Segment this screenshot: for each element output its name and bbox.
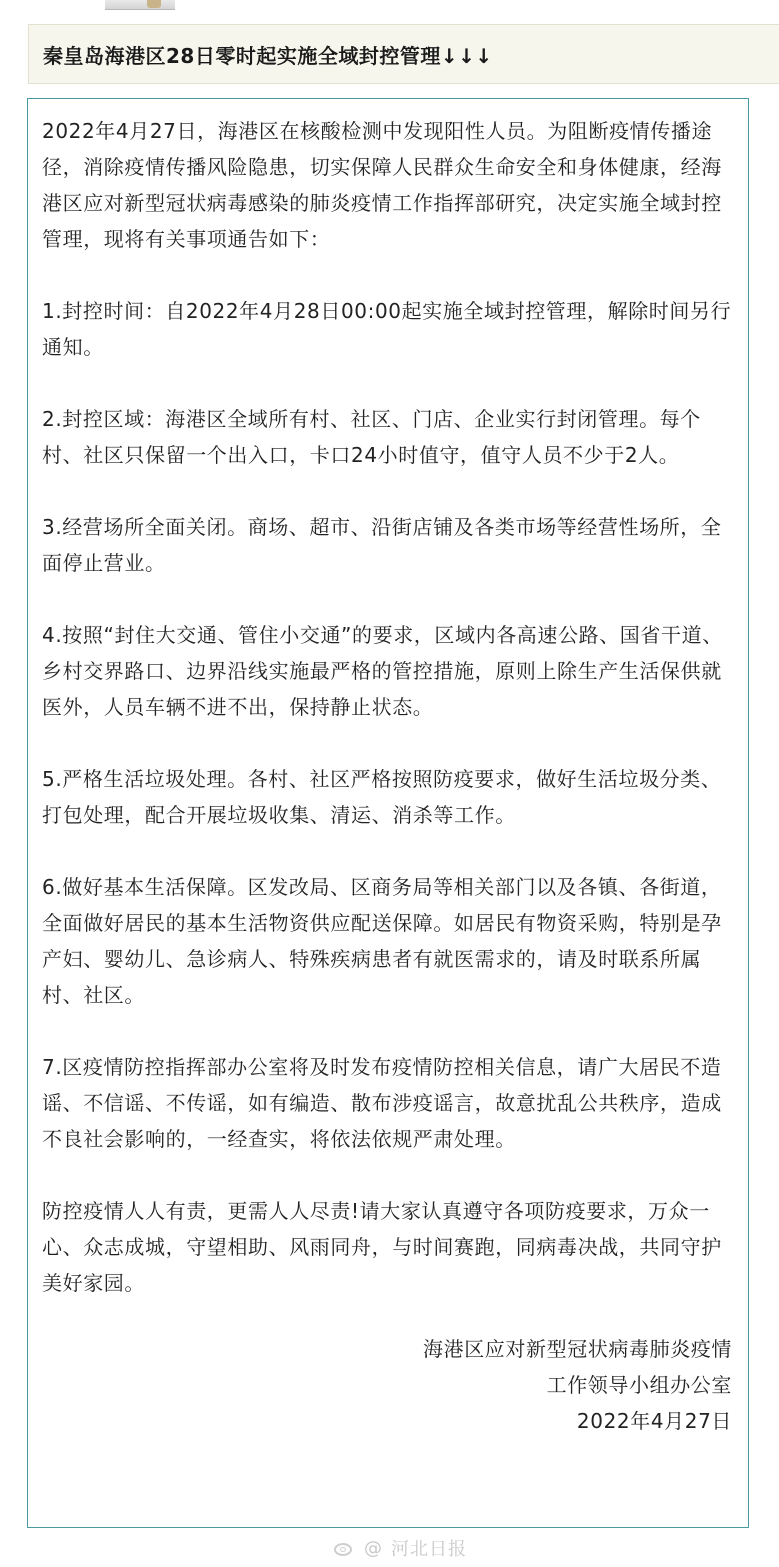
watermark-text: 河北日报 xyxy=(391,1539,467,1560)
notice-signature xyxy=(42,1331,732,1439)
notice-item-1: 1.封控时间：自2022年4月28日00:00起实施全域封控管理，解除时间另行通知。 xyxy=(42,299,732,359)
article-title-bar xyxy=(28,24,779,84)
notice-item-3: 3.经营场所全面关闭。商场、超市、沿街店铺及各类市场等经营性场所，全面停止营业。 xyxy=(42,515,722,575)
weibo-icon xyxy=(332,1538,356,1558)
notice-item-5: 5.严格生活垃圾处理。各村、社区严格按照防疫要求，做好生活垃圾分类、打包处理，配合开展垃圾收集、清运、消杀等工作。 xyxy=(42,767,722,827)
at-sign: @ xyxy=(364,1537,383,1559)
article-title: 秦皇岛海港区28日零时起实施全域封控管理↓↓↓ xyxy=(43,43,493,68)
notice-closing: 防控疫情人人有责，更需人人尽责!请大家认真遵守各项防疫要求，万众一心、众志成城，守望相助、风雨同舟，与时间赛跑，同病毒决战，共同守护美好家园。 xyxy=(42,1199,722,1295)
signature-line-1: 海港区应对新型冠状病毒肺炎疫情 xyxy=(423,1337,732,1361)
notice-intro: 2022年4月27日，海港区在核酸检测中发现阳性人员。为阻断疫情传播途径，消除疫情传播风险隐患，切实保障人民群众生命安全和身体健康，经海港区应对新型冠状病毒感染的肺炎疫情工作指挥部研究，决定实施全域封控管理，现将有关事项通告如下： xyxy=(42,119,722,251)
notice-item-6: 6.做好基本生活保障。区发改局、区商务局等相关部门以及各镇、各街道，全面做好居民的基本生活物资供应配送保障。如居民有物资采购，特别是孕产妇、婴幼儿、急诊病人、特殊疾病患者有就医需求的，请及时联系所属村、社区。 xyxy=(42,875,722,1007)
signature-date: 2022年4月27日 xyxy=(576,1409,732,1433)
watermark xyxy=(332,1532,467,1564)
notice-box xyxy=(27,98,749,1528)
notice-item-2: 2.封控区域：海港区全域所有村、社区、门店、企业实行封闭管理。每个村、社区只保留一个出入口，卡口24小时值守，值守人员不少于2人。 xyxy=(42,407,701,467)
top-image-fragment xyxy=(105,0,175,10)
notice-item-7: 7.区疫情防控指挥部办公室将及时发布疫情防控相关信息，请广大居民不造谣、不信谣、不传谣，如有编造、散布涉疫谣言，故意扰乱公共秩序，造成不良社会影响的，一经查实，将依法依规严肃处理。 xyxy=(42,1055,722,1151)
signature-line-2: 工作领导小组办公室 xyxy=(546,1373,732,1397)
notice-item-4: 4.按照“封住大交通、管住小交通”的要求，区域内各高速公路、国省干道、乡村交界路口、边界沿线实施最严格的管控措施，原则上除生产生活保供就医外，人员车辆不进不出，保持静止状态。 xyxy=(42,623,723,719)
